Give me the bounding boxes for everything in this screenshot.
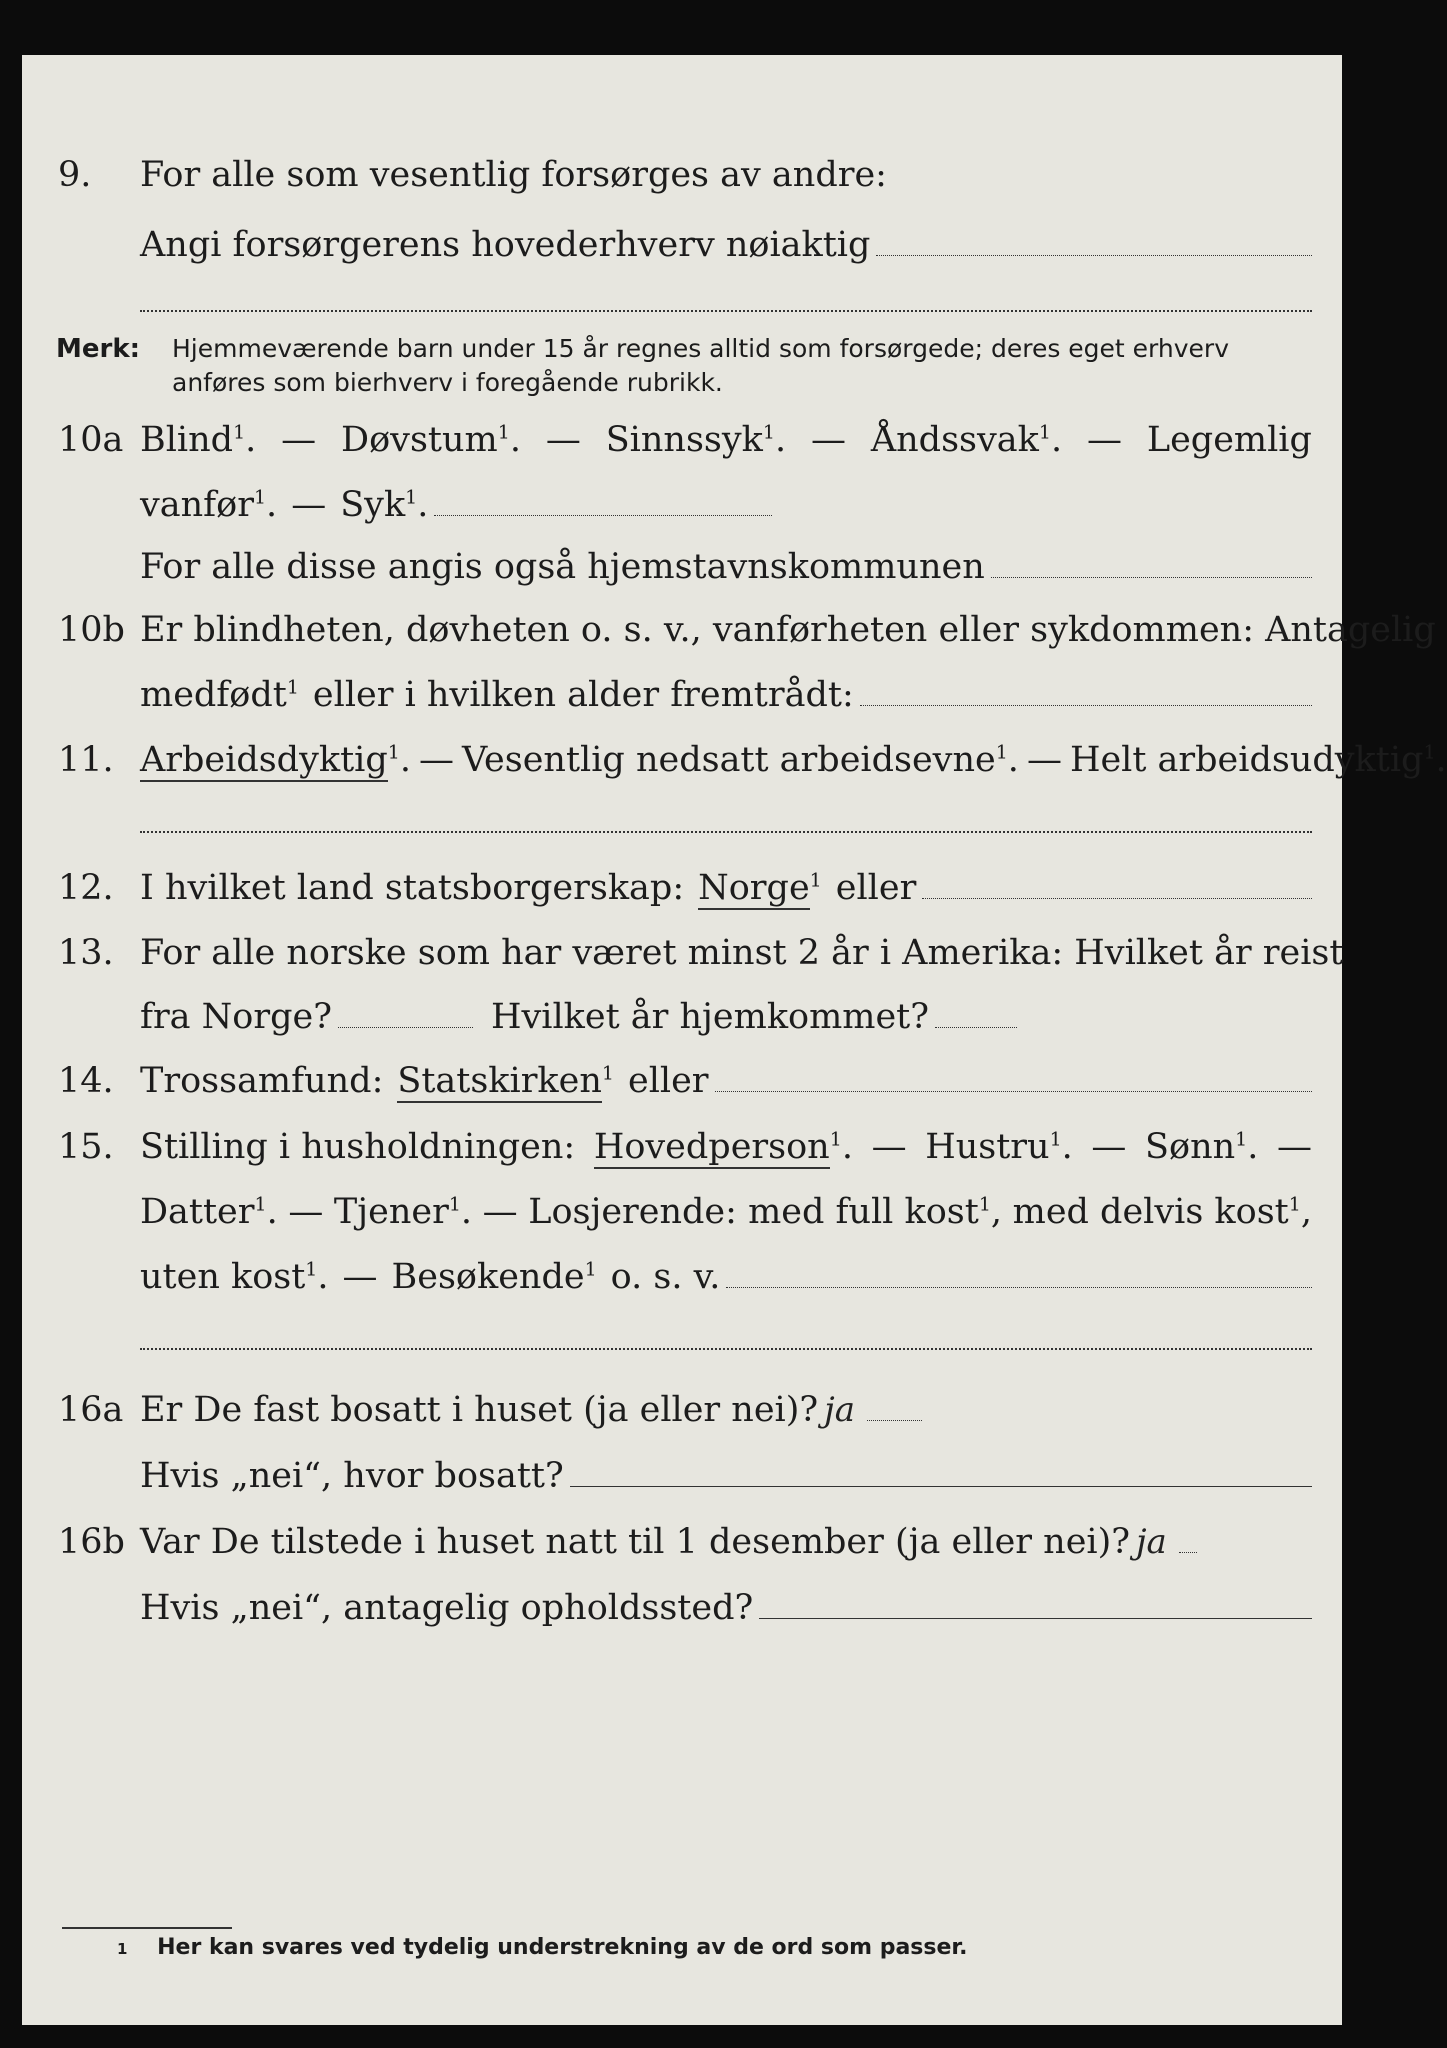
note-text: Hjemmeværende barn under 15 år regnes alltid som forsørgede; deres eget erhverv anføres som bierhverv i foregående rubrikk.	[172, 334, 1229, 397]
question-number: 15.	[58, 1127, 114, 1167]
answer-field-16a-bosatt[interactable]	[570, 1486, 1312, 1487]
answer-field-12[interactable]	[922, 898, 1312, 899]
note-label: Merk:	[56, 334, 141, 364]
answer-field-10b[interactable]	[860, 705, 1312, 706]
question-15-line-2: Datter$^1$. — Tjener$^1$. — Losjerende: med full kost$^1$, med delvis kost$^1$,	[22, 1187, 1342, 1237]
question-number: 12.	[58, 868, 114, 908]
question-10b-line-2	[22, 670, 1342, 720]
answer-field-10a[interactable]	[434, 515, 772, 516]
question-text: Angi forsørgerens hovederhverv nøiaktig	[140, 225, 871, 265]
option-delvis-kost[interactable]: med delvis kost$^1$,	[1012, 1192, 1312, 1232]
option-udyktig[interactable]: Helt arbeidsudyktig$^1$.	[1069, 740, 1447, 780]
question-number: 13.	[58, 933, 114, 973]
option-sonn[interactable]: Sønn$^1$.	[1145, 1127, 1259, 1167]
question-16a-line-2	[22, 1451, 1342, 1501]
question-12: 12. I hvilket land statsborgerskap: Norge$^1$ eller	[22, 863, 1342, 913]
question-16b	[22, 1517, 1342, 1567]
question-text: For alle norske som har været minst 2 år i Amerika: Hvilket år reist	[140, 933, 1344, 973]
option-sinnssyk[interactable]: Sinnssyk$^1$.	[605, 420, 787, 460]
answer-field-16b-opholdssted[interactable]	[759, 1618, 1312, 1619]
question-text: Trossamfund:	[140, 1061, 384, 1101]
question-text: For alle disse angis også hjemstavnskommunen	[140, 547, 985, 587]
option-uten-kost[interactable]: uten kost$^1$.	[140, 1257, 329, 1297]
answer-field-14[interactable]	[715, 1091, 1312, 1092]
question-text: For alle som vesentlig forsørges av andre:	[140, 155, 887, 195]
option-medfodt[interactable]: medfødt$^1$	[140, 675, 299, 715]
answer-field-reist[interactable]	[338, 1027, 473, 1028]
question-10b	[22, 605, 1436, 655]
option-legemlig[interactable]: Legemlig	[1146, 420, 1312, 460]
question-text: Hvis „nei“, antagelig opholdssted?	[140, 1588, 754, 1628]
footnote: 1 Her kan svares ved tydelig understrekning av de ord som passer.	[117, 1935, 968, 1960]
option-norge[interactable]: Norge$^1$	[698, 868, 822, 908]
option-hustru[interactable]: Hustru$^1$.	[925, 1127, 1073, 1167]
question-text: eller i hvilken alder fremtrådt:	[312, 675, 854, 715]
option-nedsatt[interactable]: Vesentlig nedsatt arbeidsevne$^1$.	[461, 740, 1019, 780]
question-text: Hvis „nei“, hvor bosatt?	[140, 1456, 564, 1496]
answer-field-hjemstavn[interactable]	[991, 577, 1312, 578]
question-9-line-2	[22, 220, 1342, 270]
census-form-page	[22, 55, 1447, 2025]
question-16b-line-2	[22, 1583, 1342, 1633]
option-statskirken[interactable]: Statskirken$^1$	[397, 1061, 614, 1101]
question-text: I hvilket land statsborgerskap:	[140, 868, 685, 908]
option-syk[interactable]: Syk$^1$.	[340, 485, 429, 525]
question-16a	[22, 1385, 1342, 1435]
question-13-line-2: fra Norge? Hvilket år hjemkommet?	[22, 992, 1342, 1042]
handwritten-answer-16b[interactable]: ja	[1136, 1522, 1167, 1562]
option-full-kost[interactable]: Losjerende: med full kost$^1$,	[528, 1192, 1003, 1232]
question-13	[22, 928, 1342, 978]
question-number: 10b	[58, 610, 125, 650]
answer-field-15[interactable]	[726, 1287, 1312, 1288]
option-arbeidsdyktig[interactable]: Arbeidsdyktig$^1$.	[140, 740, 411, 780]
option-blind[interactable]: Blind$^1$.	[140, 420, 257, 460]
option-besokende[interactable]: Besøkende$^1$	[391, 1257, 597, 1297]
question-text: Er De fast bosatt i huset (ja eller nei)?	[140, 1390, 819, 1430]
question-number: 10a	[58, 420, 124, 460]
question-10a: 10a Blind$^1$. — Døvstum$^1$. — Sinnssyk$^1$. — Åndssvak$^1$. — Legemlig	[22, 415, 1342, 465]
question-text: Var De tilstede i huset natt til 1 desember (ja eller nei)?	[140, 1522, 1131, 1562]
question-number: 9.	[58, 155, 92, 195]
option-andssvak[interactable]: Åndssvak$^1$.	[870, 420, 1063, 460]
answer-field-16b[interactable]	[1179, 1552, 1197, 1553]
option-vanfor[interactable]: vanfør$^1$.	[140, 485, 278, 525]
question-text: Stilling i husholdningen:	[140, 1127, 576, 1167]
question-15-line-3: uten kost$^1$. — Besøkende$^1$ o. s. v.	[22, 1252, 1342, 1302]
answer-field-16a[interactable]	[867, 1420, 922, 1421]
option-dovstum[interactable]: Døvstum$^1$.	[341, 420, 521, 460]
question-number: 16a	[58, 1390, 124, 1430]
question-9	[22, 150, 1342, 200]
handwritten-answer-16a[interactable]: ja	[824, 1390, 855, 1430]
question-number: 16b	[58, 1522, 125, 1562]
option-tjener[interactable]: Tjener$^1$.	[333, 1192, 473, 1232]
answer-field-hjemkommet[interactable]	[935, 1027, 1017, 1028]
answer-field-15-extra[interactable]	[140, 1348, 1312, 1350]
question-10a-line-3	[22, 542, 1342, 592]
option-datter[interactable]: Datter$^1$.	[140, 1192, 278, 1232]
question-number: 14.	[58, 1061, 114, 1101]
answer-field-11[interactable]	[140, 831, 1312, 833]
option-hovedperson[interactable]: Hovedperson$^1$.	[593, 1127, 853, 1167]
question-text: Er blindheten, døvheten o. s. v., vanførheten eller sykdommen: Antagelig	[140, 610, 1436, 650]
question-number: 11.	[58, 740, 114, 780]
question-11: 11. Arbeidsdyktig$^1$. — Vesentlig nedsatt arbeidsevne$^1$. — Helt arbeidsudyktig$^1$.	[22, 735, 1342, 785]
answer-field-9-extra[interactable]	[140, 310, 1312, 312]
question-15: 15. Stilling i husholdningen: Hovedperson$^1$. — Hustru$^1$. — Sønn$^1$. —	[22, 1122, 1342, 1172]
footnote-divider	[62, 1927, 232, 1929]
answer-field-9[interactable]	[876, 255, 1312, 256]
question-10a-line-2: vanfør$^1$. — Syk$^1$.	[22, 480, 1342, 530]
question-14: 14. Trossamfund: Statskirken$^1$ eller	[22, 1056, 1342, 1106]
